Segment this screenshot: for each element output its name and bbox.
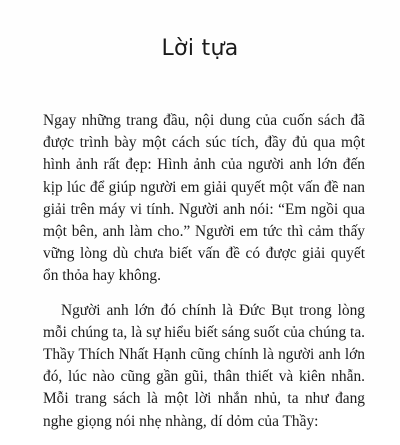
paragraph-2: Người anh lớn đó chính là Đức Bụt trong lòng mỗi chúng ta, là sự hiểu biết sáng suốt của chúng ta. Thầy Thích Nhất Hạnh cũng chính là người anh lớn đó, lúc nào cũng gần gũi, thân thiết và kiên nhẫn. Mỗi trang sách là một lời nhắn nhủ, ta như đang nghe giọng nói nhẹ nhàng, dí dỏm của Thầy: <box>43 301 365 430</box>
page-title: Lời tựa <box>161 36 239 61</box>
paragraph-1: Ngay những trang đầu, nội dung của cuốn sách đã được trình bày một cách súc tích, đầy đủ qua một hình ảnh rất đẹp: Hình ảnh của người anh lớn đến kịp lúc để giúp người em giải quyết một vấn đề nan giải trên máy vi tính. Người anh nói: “Em ngồi qua một bên, anh làm cho.” Người em tức thì cảm thấy vững lòng dù chưa biết vấn đề có được giải quyết ổn thỏa hay không. <box>43 112 365 285</box>
body-text <box>43 110 365 445</box>
